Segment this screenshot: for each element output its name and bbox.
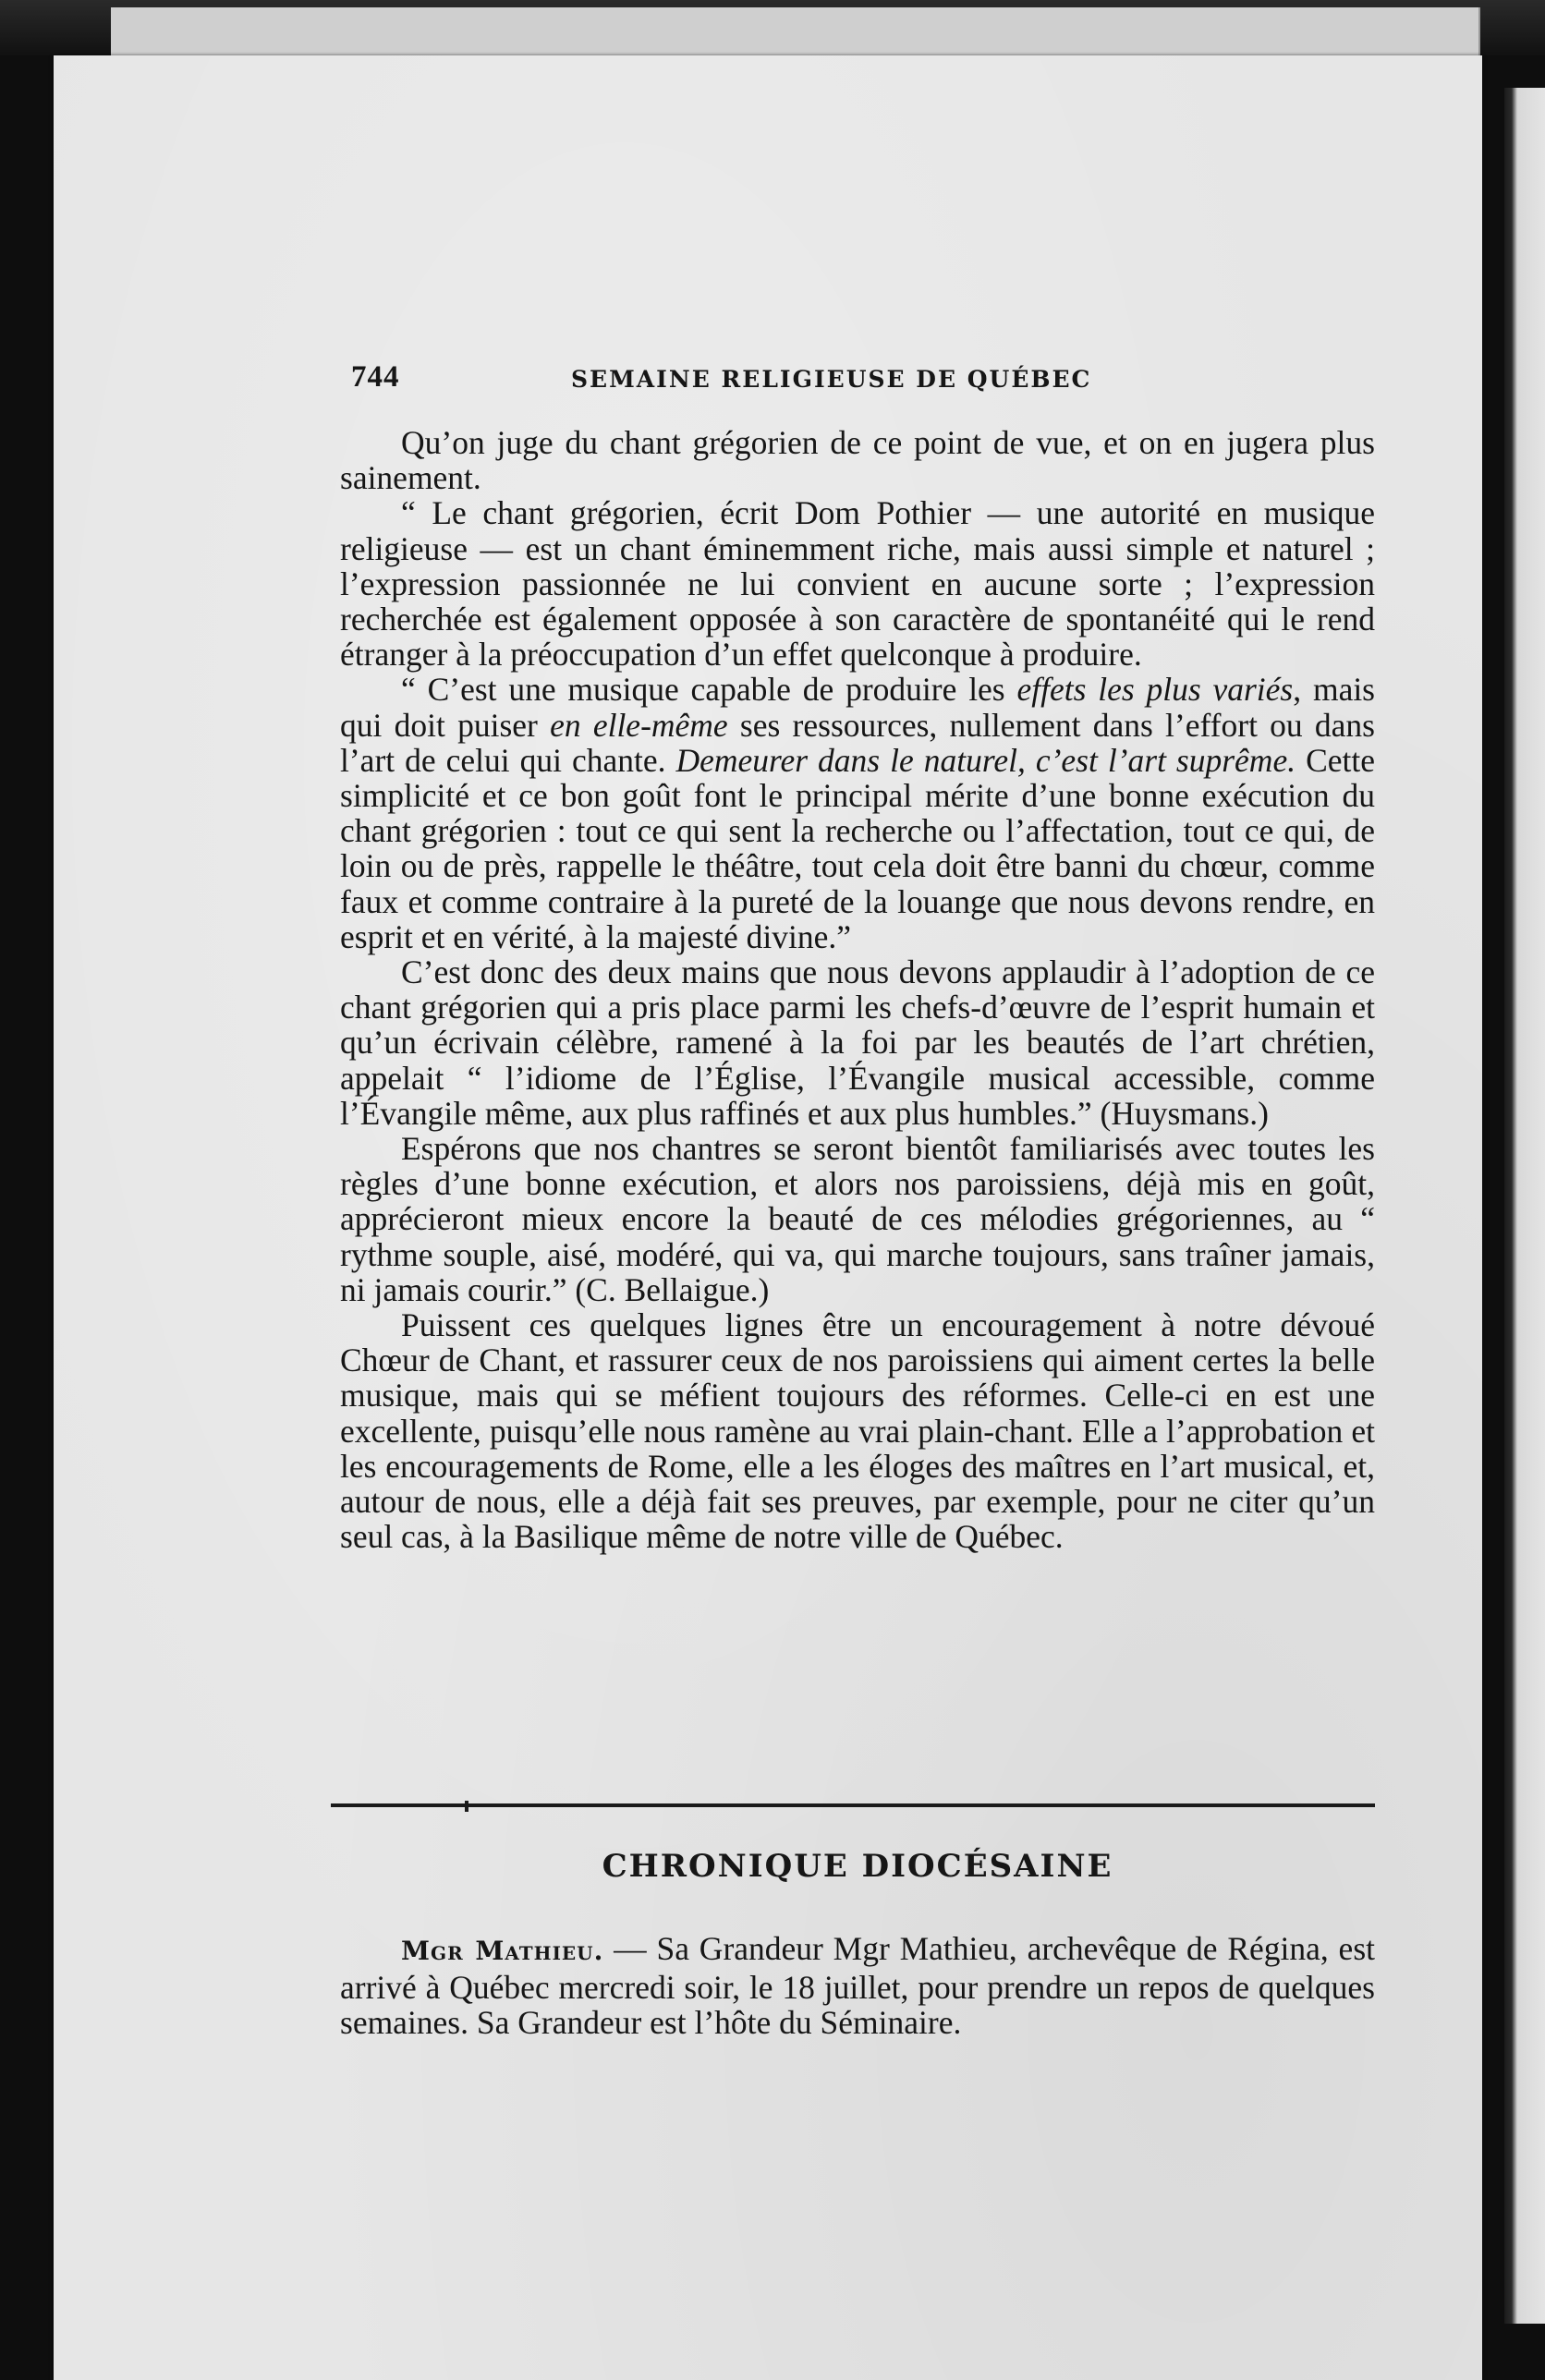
section-divider bbox=[331, 1803, 1375, 1807]
paragraph-3-part-e: ses ressources, nullement dans l’effort ou dans l’art de celui qui chante. bbox=[340, 706, 1375, 779]
page-text-block bbox=[285, 360, 1375, 2041]
book-page bbox=[54, 55, 1482, 2380]
paragraph-5: Espérons que nos chantres se seront bientôt familiarisés avec toutes les règles d’une bonne exécution, et alors nos paroissiens, déjà mis en goût, apprécieront mieux encore la beauté de ces mélodies grégoriennes, au “ rythme souple, aisé, modéré, qui va, qui marche toujours, sans traîner jamais, ni jamais courir.” (C. Bellaigue.) bbox=[340, 1130, 1375, 1308]
section-divider-tick bbox=[465, 1801, 468, 1812]
italic-effets: effets les plus variés bbox=[1016, 671, 1294, 709]
paragraph-1: Qu’on juge du chant grégorien de ce point de vue, et on en jugera plus sainement. bbox=[340, 424, 1375, 497]
article-body bbox=[340, 425, 1375, 1555]
paragraph-3 bbox=[340, 672, 1375, 954]
chronicle-entry-title: Mgr Mathieu. bbox=[401, 1936, 604, 1966]
paragraph-4: C’est donc des deux mains que nous devons applaudir à l’adoption de ce chant grégorien qui a pris place parmi les chefs-d’œuvre de l’esprit humain et qu’un écrivain célèbre, ramené à la foi par les beautés de l’art chrétien, appelait “ l’idiome de l’Église, l’Évangile musical accessible, comme l’Évangile même, aux plus raffinés et aux plus humbles.” (Huysmans.) bbox=[340, 953, 1375, 1132]
paragraph-3-part-g: Cette simplicité et ce bon goût font le principal mérite d’une bonne exécution du chant grégorien : tout ce qui sent la recherche ou l’affectation, tout ce qui, de loin ou de près, rappelle le théâtre, tout cela doit être banni du chœur, comme faux et comme contraire à la pureté de la louange que nous devons rendre, en esprit et en vérité, à la majesté divine.” bbox=[340, 741, 1375, 955]
section-heading: CHRONIQUE DIOCÉSAINE bbox=[602, 1848, 1113, 1885]
adjacent-page-edge bbox=[1504, 88, 1545, 2324]
running-head: SEMAINE RELIGIEUSE DE QUÉBEC bbox=[571, 366, 1092, 393]
chronicle-entry-text: — Sa Grandeur Mgr Mathieu, archevêque de Régina, est arrivé à Québec mercredi soir, le 18 juillet, pour prendre un repos de quelques semaines. Sa Grandeur est l’hôte du Séminaire. bbox=[340, 1930, 1375, 2041]
paragraph-6: Puissent ces quelques lignes être un encouragement à notre dévoué Chœur de Chant, et rassurer ceux de nos paroissiens qui aiment certes la belle musique, mais qui se méfient toujours des réformes. Celle-ci en est une excellente, puisqu’elle nous ramène au vrai plain-chant. Elle a l’approbation et les encouragements de Rome, elle a les éloges des maîtres en l’art musical, et, autour de nous, elle a déjà fait ses preuves, par exemple, pour ne citer qu’un seul cas, à la Basilique même de notre ville de Québec. bbox=[340, 1306, 1375, 1556]
chronicle-body bbox=[340, 1931, 1375, 2041]
page-header bbox=[285, 360, 1366, 425]
chronicle-entry bbox=[340, 1931, 1375, 2041]
italic-elle-meme: en elle-même bbox=[550, 706, 728, 744]
paragraph-3-part-a: “ C’est une musique capable de produire les bbox=[401, 671, 1017, 709]
page-number: 744 bbox=[351, 360, 400, 394]
paragraph-3-part-c: , mais qui doit puiser bbox=[340, 671, 1375, 744]
paragraph-2: “ Le chant grégorien, écrit Dom Pothier — une autorité en musique religieuse — est un chant éminemment riche, mais aussi simple et naturel ; l’expression passionnée ne lui convient en aucune sorte ; l’expression recherchée est également opposée à son caractère de spontanéité qui le rend étranger à la préoccupation d’un effet quelconque à produire. bbox=[340, 494, 1375, 674]
italic-demeurer: Demeurer dans le naturel, c’est l’art suprême. bbox=[675, 741, 1296, 779]
